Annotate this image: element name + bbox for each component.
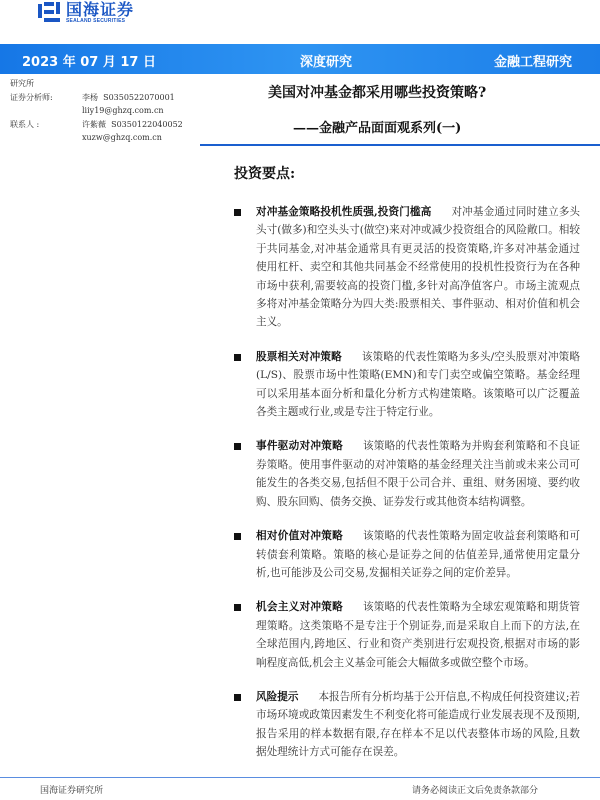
key-point-head: 事件驱动对冲策略 (256, 440, 343, 453)
author-info (10, 77, 200, 145)
contact-id: S0350122040052 (111, 119, 183, 129)
key-point-head: 相对价值对冲策略 (256, 530, 343, 543)
footer-divider (0, 777, 600, 778)
key-point (234, 203, 580, 332)
contact-name: 许紫薇 (82, 119, 106, 129)
key-point (234, 348, 580, 422)
analyst-id: S0350522070001 (103, 92, 175, 102)
key-point-body: 该策略的代表性策略为并购套利策略和不良证券策略。使用事件驱动的对冲策略的基金经理关注当前或未来公司可能发生的各类交易,包括但不限于公司合并、重组、财务困境、要约收购、股东回购、债务交换、证券发行或其他资本结构调整。 (256, 440, 581, 508)
report-type: 深度研究 (300, 55, 353, 70)
key-point-body: 该策略的代表性策略为固定收益套利策略和可转债套利策略。策略的核心是证券之间的估值差异,通常使用定量分析,也可能涉及公司交易,发掘相关证券之间的定价差异。 (256, 530, 581, 579)
report-title: 美国对冲基金都采用哪些投资策略? (268, 85, 487, 101)
key-point (234, 527, 580, 582)
analyst-name: 李杨 (82, 92, 98, 102)
report-date: 2023 年 07 月 17 日 (22, 55, 156, 70)
key-point (234, 598, 580, 672)
institute: 研究所 (10, 79, 34, 88)
company-logo (38, 2, 134, 24)
bullet-icon (234, 354, 241, 361)
contact-email[interactable]: xuzw@ghzq.com.cn (82, 133, 162, 142)
bullet-icon (234, 604, 241, 611)
key-point-body: 该策略的代表性策略为全球宏观策略和期货管理策略。这类策略不是专注于个别证券,而是采取自上而下的方法,在全球范围内,跨地区、行业和资产类别进行宏观投资,根据对市场的影响程度高低,机会主义基金可能会大幅做多或做空整个市场。 (256, 601, 581, 669)
key-points-list (234, 203, 580, 778)
key-point (234, 437, 580, 511)
report-subtitle: ——金融产品面面观系列(一) (293, 121, 462, 136)
key-point-head: 股票相关对冲策略 (256, 350, 342, 363)
logo-name-cn: 国海证券 (66, 0, 135, 19)
bullet-icon (234, 443, 241, 450)
risk-body: 本报告所有分析均基于公开信息,不构成任何投资建议;若市场环境或政策因素发生不利变化将可能造成行业发展表现不及预期,报告采用的样本数据有限,存在样本不足以代表整体市场的风险,且数据处理统计方式可能存在误差。 (256, 690, 580, 759)
risk-warning (234, 688, 580, 762)
divider (200, 144, 600, 146)
bullet-icon (234, 209, 241, 216)
footer-disclaimer: 请务必阅读正文后免责条款部分 (412, 786, 539, 796)
key-point-head: 机会主义对冲策略 (256, 601, 343, 614)
bullet-icon (234, 533, 241, 540)
contact-label: 联系人 : (10, 119, 40, 129)
key-point-body: 对冲基金通过同时建立多头头寸(做多)和空头头寸(做空)来对冲或减少投资组合的风险敞口。相较于共同基金,对冲基金通常具有更灵活的投资策略,许多对冲基金通过使用杠杆、卖空和其他共同基金不经常使用的投机性投资行为在各种市场中获利,需要较高的投资门槛,多针对高净值客户。市场主流观点多将对冲基金策略分为四大类:股票相关、事件驱动、相对价值和机会主义。 (256, 206, 581, 329)
section-heading: 投资要点: (234, 166, 296, 182)
logo-icon (38, 2, 60, 24)
analyst-email[interactable]: liiy19@ghzq.com.cn (82, 106, 164, 115)
logo-name-en: SEALAND SECURITIES (66, 18, 126, 24)
header-banner (0, 44, 600, 74)
bullet-icon (234, 694, 241, 701)
report-category: 金融工程研究 (494, 55, 573, 70)
analyst-label: 证券分析师: (10, 92, 53, 102)
key-point-body: 该策略的代表性策略为多头/空头股票对冲策略(L/S)、股票市场中性策略(EMN)和专门卖空或偏空策略。基金经理可以采用基本面分析和量化分析方式构建策略。该策略可以广泛覆盖各类主题或行业,或是专注于特定行业。 (256, 350, 580, 419)
key-point-head: 对冲基金策略投机性质强,投资门槛高 (256, 206, 432, 218)
footer-institute: 国海证券研究所 (40, 786, 104, 796)
risk-head: 风险提示 (256, 690, 299, 703)
